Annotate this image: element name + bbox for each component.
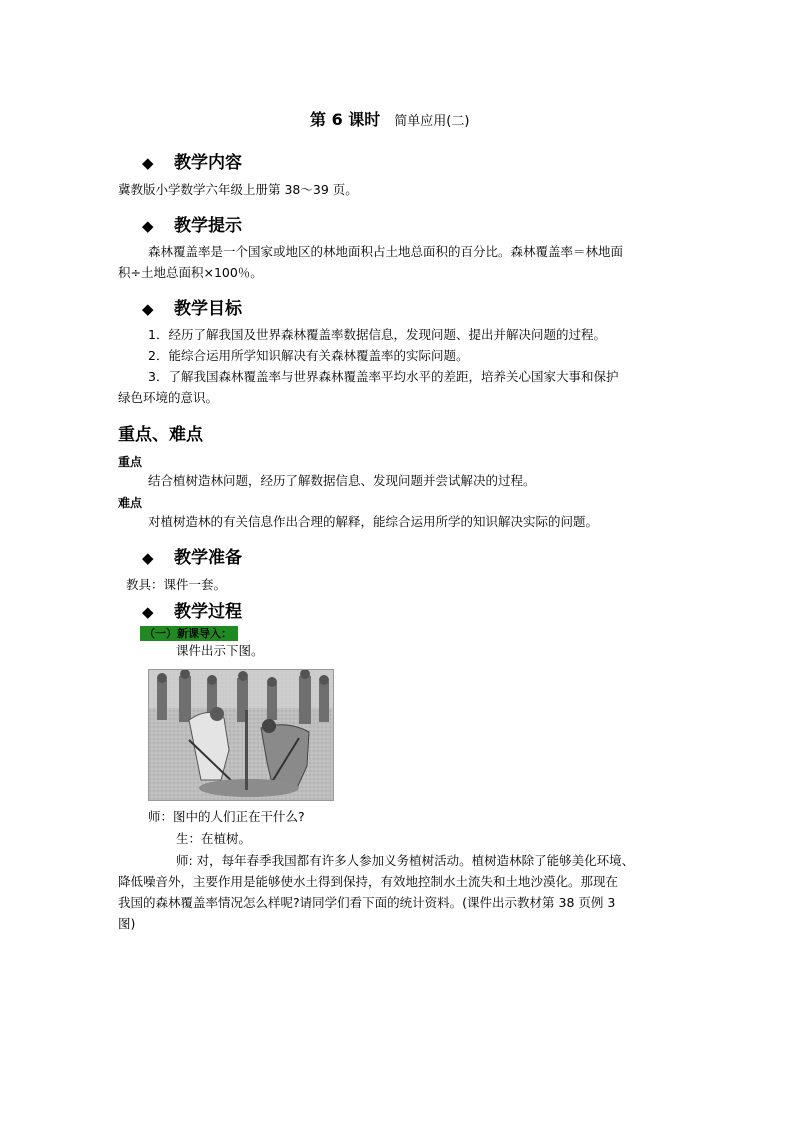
- show-picture-text: 课件出示下图。: [176, 643, 264, 658]
- step-badge: （一）新课导入：: [140, 622, 238, 641]
- lesson-subtitle: 简单应用(二): [394, 114, 470, 129]
- teacher-question: 师：图中的人们正在干什么?: [148, 809, 305, 824]
- hint-line-2: 积÷土地总面积×100％。: [118, 265, 263, 280]
- diamond-icon: ◆: [142, 603, 154, 621]
- student-answer: 生：在植树。: [176, 831, 252, 846]
- section-heading-hint: ◆ 教学提示: [142, 216, 242, 236]
- diamond-icon: ◆: [142, 300, 154, 318]
- lesson-number: 第 6 课时: [310, 110, 381, 129]
- diamond-icon: ◆: [142, 154, 154, 172]
- key-text: 结合植树造林问题，经历了解数据信息、发现问题并尝试解决的过程。: [148, 473, 536, 488]
- teacher-text-line-2: 降低噪音外，主要作用是能够使水土得到保持，有效地控制水土流失和土地沙漠化。那现在: [118, 874, 619, 889]
- section-heading-process: ◆ 教学过程: [142, 602, 242, 622]
- diamond-icon: ◆: [142, 549, 154, 567]
- difficulty-label: 难点: [118, 496, 143, 510]
- teacher-text-line-1: 师: 对，每年春季我国都有许多人参加义务植树活动。植树造林除了能够美化环境、: [176, 853, 635, 868]
- section-heading-keypoints: 重点、难点: [118, 425, 203, 445]
- key-label: 重点: [118, 455, 143, 469]
- goal-3-line-2: 绿色环境的意识。: [118, 390, 219, 405]
- goal-2: 2．能综合运用所学知识解决有关森林覆盖率的实际问题。: [148, 348, 469, 363]
- section-heading-goals: ◆ 教学目标: [142, 299, 242, 319]
- tree-planting-photo: [148, 669, 334, 801]
- page-title: [310, 107, 469, 130]
- hint-line-1: 森林覆盖率是一个国家或地区的林地面积占土地总面积的百分比。森林覆盖率＝林地面: [148, 244, 624, 259]
- goal-3-line-1: 3．了解我国森林覆盖率与世界森林覆盖率平均水平的差距，培养关心国家大事和保护: [148, 369, 619, 384]
- goal-1: 1．经历了解我国及世界森林覆盖率数据信息，发现问题、提出并解决问题的过程。: [148, 327, 606, 342]
- diamond-icon: ◆: [142, 217, 154, 235]
- difficulty-text: 对植树造林的有关信息作出合理的解释，能综合运用所学的知识解决实际的问题。: [148, 514, 599, 529]
- section-heading-prep: ◆ 教学准备: [142, 548, 242, 568]
- teacher-text-line-4: 图): [118, 916, 136, 931]
- prep-text: 教具：课件一套。: [126, 577, 227, 592]
- content-text: 冀教版小学数学六年级上册第 38～39 页。: [118, 182, 358, 197]
- section-heading-content: ◆ 教学内容: [142, 153, 242, 173]
- teacher-text-line-3: 我国的森林覆盖率情况怎么样呢?请同学们看下面的统计资料。(课件出示教材第 38 页例 3: [118, 895, 616, 910]
